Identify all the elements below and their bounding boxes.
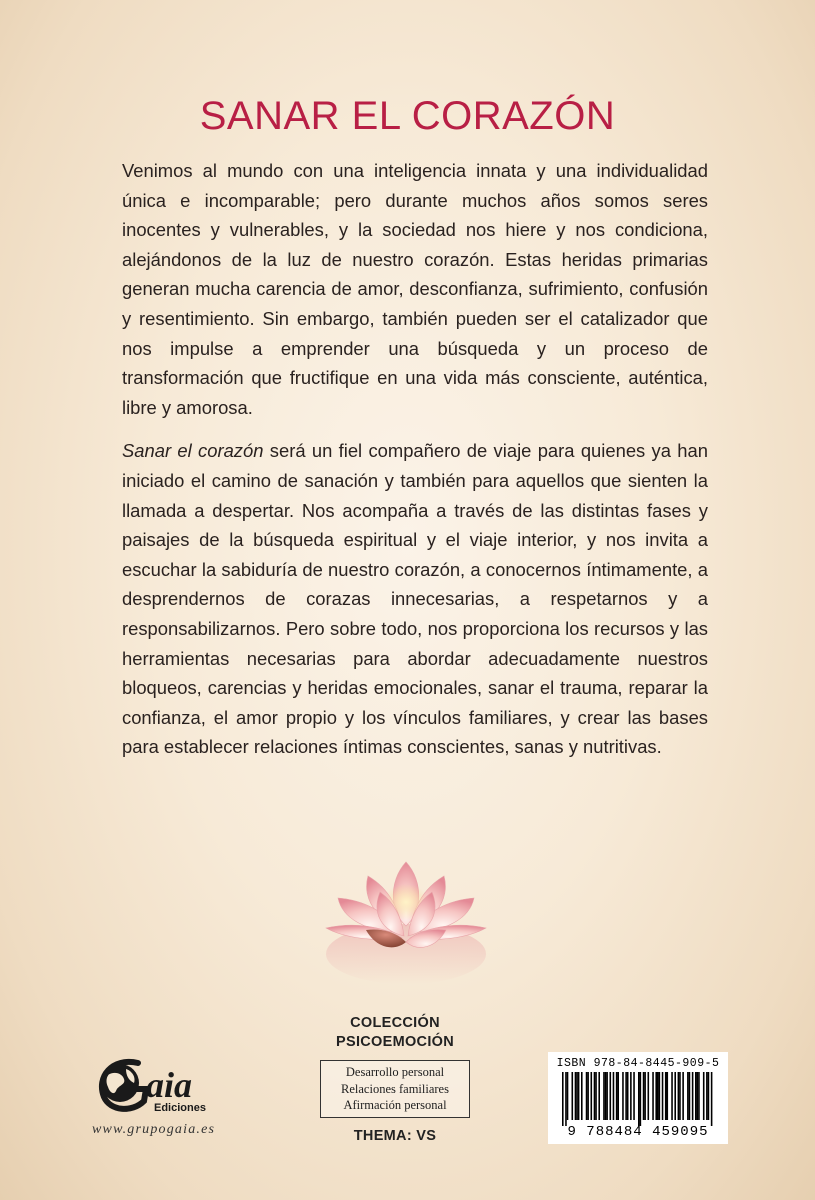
barcode-bar (567, 1072, 569, 1120)
category-box (320, 1060, 470, 1118)
barcode-bar (687, 1072, 689, 1120)
barcode-bar (711, 1072, 713, 1126)
synopsis-paragraph-2 (122, 436, 708, 762)
barcode-bar (667, 1072, 669, 1120)
barcode-bar (630, 1072, 632, 1120)
barcode-bar (633, 1072, 635, 1120)
barcode-bar (605, 1072, 607, 1120)
barcode-bar (603, 1072, 605, 1120)
barcode-bar (659, 1072, 661, 1120)
svg-text:aia: aia (146, 1065, 193, 1105)
barcode-digits: 9 788484 459095 (567, 1124, 709, 1140)
collection-name: PSICOEMOCIÓN (336, 1034, 454, 1050)
barcode-bar (575, 1072, 577, 1120)
barcode-bar (562, 1072, 564, 1126)
barcode-bar (697, 1072, 699, 1120)
barcode-bar (622, 1072, 624, 1120)
barcode-bar (662, 1072, 664, 1120)
thema-code: THEMA: VS (353, 1127, 437, 1144)
barcode-bar (706, 1072, 708, 1120)
publisher-url[interactable]: www.grupogaia.es (92, 1122, 216, 1137)
synopsis (122, 156, 708, 776)
barcode-bar (655, 1072, 657, 1120)
barcode-bar (689, 1072, 691, 1120)
barcode-bar (652, 1072, 654, 1120)
barcode-bar (644, 1072, 646, 1120)
synopsis-paragraph-2-text: será un fiel compañero de viaje para quienes ya han iniciado el camino de sanación y también para aquellos que sienten la llamada a despertar. Nos acompaña a través de las distintas fases y paisajes de la búsqueda espiritual y el viaje interior, y nos invita a escuchar la sabiduría de nuestro corazón, a conocernos íntimamente, a desprendernos de corazas innecesarias, a respetarnos y a responsabilizarnos. Pero sobre todo, nos proporciona los recursos y las herramientas necesarias para abordar adecuadamente nuestros bloqueos, carencias y heridas emocionales, sanar el trauma, reparar la confianza, el amor propio y los vínculos familiares, y crear las bases para establecer relaciones íntimas conscientes, sanas y nutritivas. (122, 440, 708, 758)
barcode-bar (627, 1072, 629, 1120)
barcode-bar (587, 1072, 589, 1120)
barcode-bar (692, 1072, 694, 1120)
isbn-barcode (548, 1052, 728, 1144)
barcode-bar (708, 1072, 710, 1120)
collection-label: COLECCIÓN (350, 1015, 440, 1031)
barcode-bar (625, 1072, 627, 1120)
barcode-bar (578, 1072, 580, 1120)
barcode-bar (703, 1072, 705, 1120)
book-title: SANAR EL CORAZÓN (199, 94, 616, 138)
barcode-bar (674, 1072, 676, 1120)
barcode-bar (576, 1072, 578, 1120)
barcode-bar (586, 1072, 588, 1120)
category-item: Relaciones familiares (341, 1081, 449, 1096)
category-item: Desarrollo personal (345, 1065, 445, 1079)
synopsis-paragraph-1: Venimos al mundo con una inteligencia innata y una individualidad única e incomparable; pero durante muchos años somos seres inocentes y vulnerables, y la sociedad nos hiere y nos condiciona, alejándonos de la luz de nuestro corazón. Estas heridas primarias generan mucha carencia de amor, desconfianza, sufrimiento, confusión y resentimiento. Sin embargo, también pueden ser el catalizador que nos impulse a emprender una búsqueda y un proceso de transformación que fructifique en una vida más consciente, auténtica, libre y amorosa. (122, 160, 708, 418)
barcode-image (562, 1072, 714, 1126)
barcode-bar (613, 1072, 615, 1120)
barcode-bar (565, 1072, 567, 1126)
barcode-bar (695, 1072, 697, 1120)
publisher (92, 1055, 252, 1145)
barcode-bar (595, 1072, 597, 1120)
book-title-italic: Sanar el corazón (122, 440, 264, 462)
collection-info (300, 1014, 490, 1144)
barcode-bar (594, 1072, 596, 1120)
barcode-bar (598, 1072, 600, 1120)
gaia-logo (92, 1055, 242, 1117)
barcode-bar (671, 1072, 673, 1120)
barcode-bar (678, 1072, 680, 1120)
barcode-bar (698, 1072, 700, 1120)
barcode-bar (638, 1072, 640, 1126)
category-item: Afirmación personal (343, 1098, 447, 1112)
barcode-bar (617, 1072, 619, 1120)
barcode-bar (616, 1072, 618, 1120)
barcode-bar (657, 1072, 659, 1120)
barcode-bar (648, 1072, 650, 1120)
barcode-bar (581, 1072, 583, 1120)
barcode-bar (679, 1072, 681, 1120)
barcode-bar (682, 1072, 684, 1120)
publisher-subtext: Ediciones (154, 1102, 206, 1114)
barcode-bar (610, 1072, 612, 1120)
barcode-bar (606, 1072, 608, 1120)
isbn-number: ISBN 978-84-8445-909-5 (556, 1057, 720, 1070)
barcode-bar (591, 1072, 593, 1120)
lotus-flower-image (306, 842, 506, 992)
barcode-bar (640, 1072, 642, 1126)
barcode-bar (643, 1072, 645, 1120)
barcode-bar (572, 1072, 574, 1120)
barcode-bar (665, 1072, 667, 1120)
